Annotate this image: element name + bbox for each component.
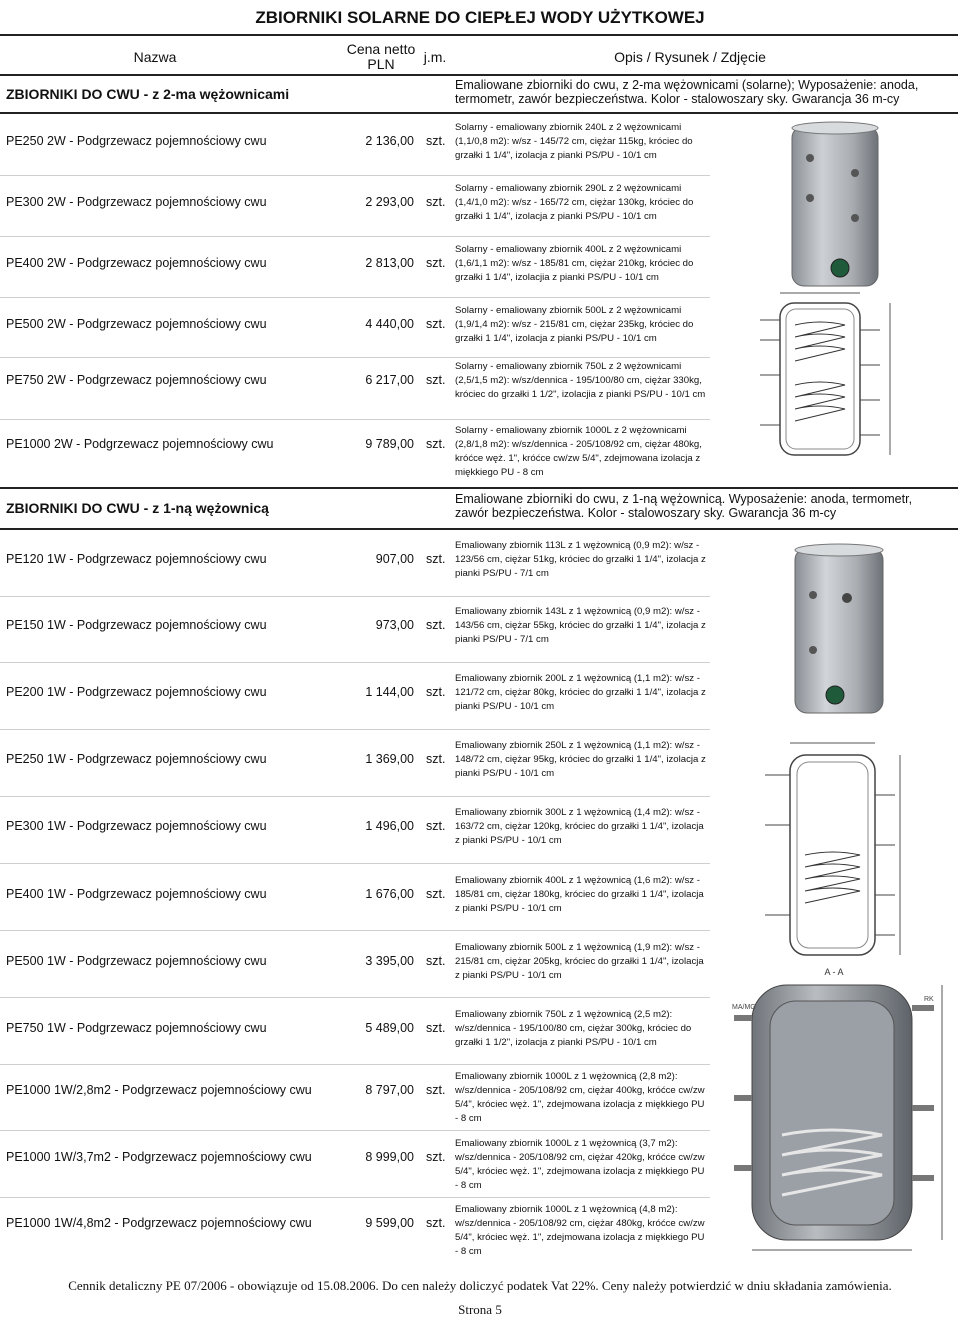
- rk-label: RK: [924, 996, 934, 1003]
- product-price: 2 813,00: [365, 256, 414, 270]
- product-description: Emaliowany zbiornik 300L z 1 wężownicą (1,4 m2): w/sz - 163/72 cm, ciężar 120kg, króciec do grzałki 1 1/4", izolacja z pianki PS/PU - 10/1 cm: [455, 807, 704, 846]
- product-name: PE1000 1W/3,7m2 - Podgrzewacz pojemnościowy cwu: [6, 1150, 312, 1164]
- product-price: 9 789,00: [365, 437, 414, 451]
- section-1w-description: Emaliowane zbiorniki do cwu, z 1-ną wężownicą. Wyposażenie: anoda, termometr, zawór bezpieczeństwa. Kolor - stalowoszary sky. Gwarancja 36 m-cy: [455, 492, 913, 520]
- product-description: Emaliowany zbiornik 400L z 1 wężownicą (1,6 m2): w/sz - 185/81 cm, ciężar 180kg, króciec do grzałki 1 1/4", izolacja z pianki PS/PU - 10/1 cm: [455, 875, 704, 914]
- page-number: [0, 1302, 960, 1318]
- product-price: 6 217,00: [365, 373, 414, 387]
- product-price: 907,00: [375, 552, 414, 566]
- header-name: Nazwa: [133, 49, 177, 65]
- product-description: Emaliowany zbiornik 1000L z 1 wężownicą (2,8 m2): w/sz/dennica - 205/108/92 cm, ciężar 400kg, króćce cw/zw 5/4", króciec węż. 1", zdejmowana izolacja z miękkiego PU - 8 cm: [455, 1071, 705, 1124]
- product-name: PE200 1W - Podgrzewacz pojemnościowy cwu: [6, 685, 267, 699]
- product-name: PE400 1W - Podgrzewacz pojemnościowy cwu: [6, 887, 267, 901]
- product-price: 8 999,00: [365, 1150, 414, 1164]
- header-rule: [0, 74, 958, 76]
- product-unit: szt.: [426, 317, 446, 331]
- product-description: Emaliowany zbiornik 1000L z 1 wężownicą (4,8 m2): w/sz/dennica - 205/108/92 cm, ciężar 480kg, króćce cw/zw 5/4", króciec węż. 1", zdejmowana izolacja z miękkiego PU - 8 cm: [455, 1204, 705, 1257]
- tank-1000l-cutaway-drawing: [712, 965, 957, 1260]
- row-separator: [0, 1064, 710, 1065]
- row-separator: [0, 729, 710, 730]
- product-description: Solarny - emaliowany zbiornik 750L z 2 wężownicami (2,5/1,5 m2): w/sz/dennica - 195/100/80 cm, ciężar 330kg, króciec do grzałki 1 1/2", izolacjia z pianki PS/PU - 10/1 cm: [455, 361, 706, 400]
- product-unit: szt.: [426, 256, 446, 270]
- product-name: PE400 2W - Podgrzewacz pojemnościowy cwu: [6, 256, 267, 270]
- section-1w-rule: [0, 528, 958, 530]
- section-1w-title: ZBIORNIKI DO CWU - z 1-ną wężownicą: [6, 500, 269, 516]
- product-description: Emaliowany zbiornik 1000L z 1 wężownicą (3,7 m2): w/sz/dennica - 205/108/92 cm, ciężar 420kg, króćce cw/zw 5/4", króciec węż. 1", zdejmowana izolacja z miękkiego PU - 8 cm: [455, 1138, 705, 1191]
- header-unit: j.m.: [423, 49, 447, 65]
- page-title: ZBIORNIKI SOLARNE DO CIEPŁEJ WODY UŻYTKOWEJ: [255, 8, 705, 27]
- row-separator: [0, 930, 710, 931]
- row-separator: [0, 1130, 710, 1131]
- product-name: PE750 2W - Podgrzewacz pojemnościowy cwu: [6, 373, 267, 387]
- row-separator: [0, 236, 710, 237]
- product-price: 1 676,00: [365, 887, 414, 901]
- title-rule: [0, 34, 958, 36]
- ma-mg-label: MA/MG: [732, 1004, 756, 1011]
- product-name: PE500 1W - Podgrzewacz pojemnościowy cwu: [6, 954, 267, 968]
- product-name: PE150 1W - Podgrzewacz pojemnościowy cwu: [6, 618, 267, 632]
- product-unit: szt.: [426, 819, 446, 833]
- product-unit: szt.: [426, 618, 446, 632]
- price-list-footer: Cennik detaliczny PE 07/2006 - obowiązuje od 15.08.2006. Do cen należy doliczyć podatek Vat 22%. Ceny należy potwierdzić w dniu składania zamówienia.: [68, 1278, 892, 1293]
- product-description: Solarny - emaliowany zbiornik 1000L z 2 wężownicami (2,8/1,8 m2): w/sz/dennica - 205/108/92 cm, ciężar 480kg, króćce węż. 1", króćce cw/zw 5/4", zdejmowana izolacja z miękkiego PU - 8 cm: [455, 425, 702, 478]
- header-description: Opis / Rysunek / Zdjęcie: [614, 49, 766, 65]
- row-separator: [0, 796, 710, 797]
- product-price: 5 489,00: [365, 1021, 414, 1035]
- product-description: Solarny - emaliowany zbiornik 500L z 2 wężownicami (1,9/1,4 m2): w/sz - 215/81 cm, ciężar 235kg, króciec do grzałki 1 1/4", izolacja z pianki PS/PU - 10/1 cm: [455, 305, 694, 344]
- product-name: PE750 1W - Podgrzewacz pojemnościowy cwu: [6, 1021, 267, 1035]
- row-separator: [0, 863, 710, 864]
- page-number-value: 5: [495, 1302, 502, 1317]
- product-name: PE1000 1W/4,8m2 - Podgrzewacz pojemnościowy cwu: [6, 1216, 312, 1230]
- product-price: 8 797,00: [365, 1083, 414, 1097]
- product-name: PE1000 2W - Podgrzewacz pojemnościowy cwu: [6, 437, 274, 451]
- product-description: Emaliowany zbiornik 500L z 1 wężownicą (1,9 m2): w/sz - 215/81 cm, ciężar 205kg, króciec do grzałki 1 1/4", izolacja z pianki PS/PU - 10/1 cm: [455, 942, 704, 981]
- product-unit: szt.: [426, 887, 446, 901]
- product-price: 973,00: [375, 618, 414, 632]
- product-unit: szt.: [426, 954, 446, 968]
- product-unit: szt.: [426, 1216, 446, 1230]
- product-description: Emaliowany zbiornik 113L z 1 wężownicą (0,9 m2): w/sz - 123/56 cm, ciężar 51kg, króciec do grzałki 1 1/4", izolacja z pianki PS/PU - 7/1 cm: [455, 540, 706, 579]
- tank-2w-photo: [780, 118, 890, 293]
- section-2w-description: Emaliowane zbiorniki do cwu, z 2-ma wężownicami (solarne); Wyposażenie: anoda, termometr, zawór bezpieczeństwa. Kolor - stalowoszary sky. Gwarancja 36 m-cy: [455, 78, 919, 106]
- row-separator: [0, 997, 710, 998]
- section-1w-top-rule: [0, 487, 958, 489]
- product-unit: szt.: [426, 1150, 446, 1164]
- section-a-a-label: A - A: [824, 967, 844, 977]
- header-price-line1: Cena netto: [346, 41, 416, 57]
- row-separator: [0, 297, 710, 298]
- product-name: PE120 1W - Podgrzewacz pojemnościowy cwu: [6, 552, 267, 566]
- row-separator: [0, 1197, 710, 1198]
- product-description: Solarny - emaliowany zbiornik 400L z 2 wężownicami (1,6/1,1 m2): w/sz - 185/81 cm, ciężar 210kg, króciec do grzałki 1 1/4", izolacjia z pianki PS/PU - 10/1 cm: [455, 244, 694, 283]
- product-price: 1 369,00: [365, 752, 414, 766]
- section-2w-title: ZBIORNIKI DO CWU - z 2-ma wężownicami: [6, 86, 290, 102]
- product-price: 2 136,00: [365, 134, 414, 148]
- product-description: Emaliowany zbiornik 143L z 1 wężownicą (0,9 m2): w/sz - 143/56 cm, ciężar 55kg, króciec do grzałki 1 1/4", izolacja z pianki PS/PU - 7/1 cm: [455, 606, 706, 645]
- row-separator: [0, 357, 710, 358]
- product-name: PE500 2W - Podgrzewacz pojemnościowy cwu: [6, 317, 267, 331]
- product-description: Solarny - emaliowany zbiornik 290L z 2 wężownicami (1,4/1,0 m2): w/sz - 165/72 cm, ciężar 130kg, króciec do grzałki 1 1/4", izolacja z pianki PS/PU - 10/1 cm: [455, 183, 694, 222]
- product-name: PE300 2W - Podgrzewacz pojemnościowy cwu: [6, 195, 267, 209]
- product-name: PE250 2W - Podgrzewacz pojemnościowy cwu: [6, 134, 267, 148]
- product-unit: szt.: [426, 437, 446, 451]
- product-unit: szt.: [426, 1021, 446, 1035]
- product-name: PE300 1W - Podgrzewacz pojemnościowy cwu: [6, 819, 267, 833]
- product-description: Solarny - emaliowany zbiornik 240L z 2 wężownicami (1,1/0,8 m2): w/sz - 145/72 cm, ciężar 115kg, króciec do grzałki 1 1/4", izolacja z pianki PS/PU - 10/1 cm: [455, 122, 693, 161]
- product-price: 1 496,00: [365, 819, 414, 833]
- tank-2w-schematic: [740, 285, 910, 475]
- product-description: Emaliowany zbiornik 750L z 1 wężownicą (2,5 m2): w/sz/dennica - 195/100/80 cm, ciężar 300kg, króciec do grzałki 1 1/2", izolacja z pianki PS/PU - 10/1 cm: [455, 1009, 692, 1048]
- product-description: Emaliowany zbiornik 200L z 1 wężownicą (1,1 m2): w/sz - 121/72 cm, ciężar 80kg, króciec do grzałki 1 1/4", izolacja z pianki PS/PU - 10/1 cm: [455, 673, 706, 712]
- product-price: 4 440,00: [365, 317, 414, 331]
- product-price: 2 293,00: [365, 195, 414, 209]
- row-separator: [0, 175, 710, 176]
- product-unit: szt.: [426, 752, 446, 766]
- section-2w-rule: [0, 112, 958, 114]
- product-price: 3 395,00: [365, 954, 414, 968]
- row-separator: [0, 662, 710, 663]
- tank-1w-photo: [785, 540, 895, 720]
- header-price: [336, 42, 426, 72]
- product-unit: szt.: [426, 373, 446, 387]
- product-unit: szt.: [426, 685, 446, 699]
- product-name: PE1000 1W/2,8m2 - Podgrzewacz pojemnościowy cwu: [6, 1083, 312, 1097]
- product-price: 9 599,00: [365, 1216, 414, 1230]
- page-label: Strona: [458, 1302, 493, 1317]
- product-unit: szt.: [426, 552, 446, 566]
- header-price-line2: PLN: [367, 56, 395, 72]
- row-separator: [0, 419, 710, 420]
- product-unit: szt.: [426, 134, 446, 148]
- product-name: PE250 1W - Podgrzewacz pojemnościowy cwu: [6, 752, 267, 766]
- product-unit: szt.: [426, 195, 446, 209]
- row-separator: [0, 596, 710, 597]
- product-description: Emaliowany zbiornik 250L z 1 wężownicą (1,1 m2): w/sz - 148/72 cm, ciężar 95kg, króciec do grzałki 1 1/4", izolacja z pianki PS/PU - 10/1 cm: [455, 740, 706, 779]
- tank-1w-schematic: [745, 735, 920, 975]
- product-price: 1 144,00: [365, 685, 414, 699]
- product-unit: szt.: [426, 1083, 446, 1097]
